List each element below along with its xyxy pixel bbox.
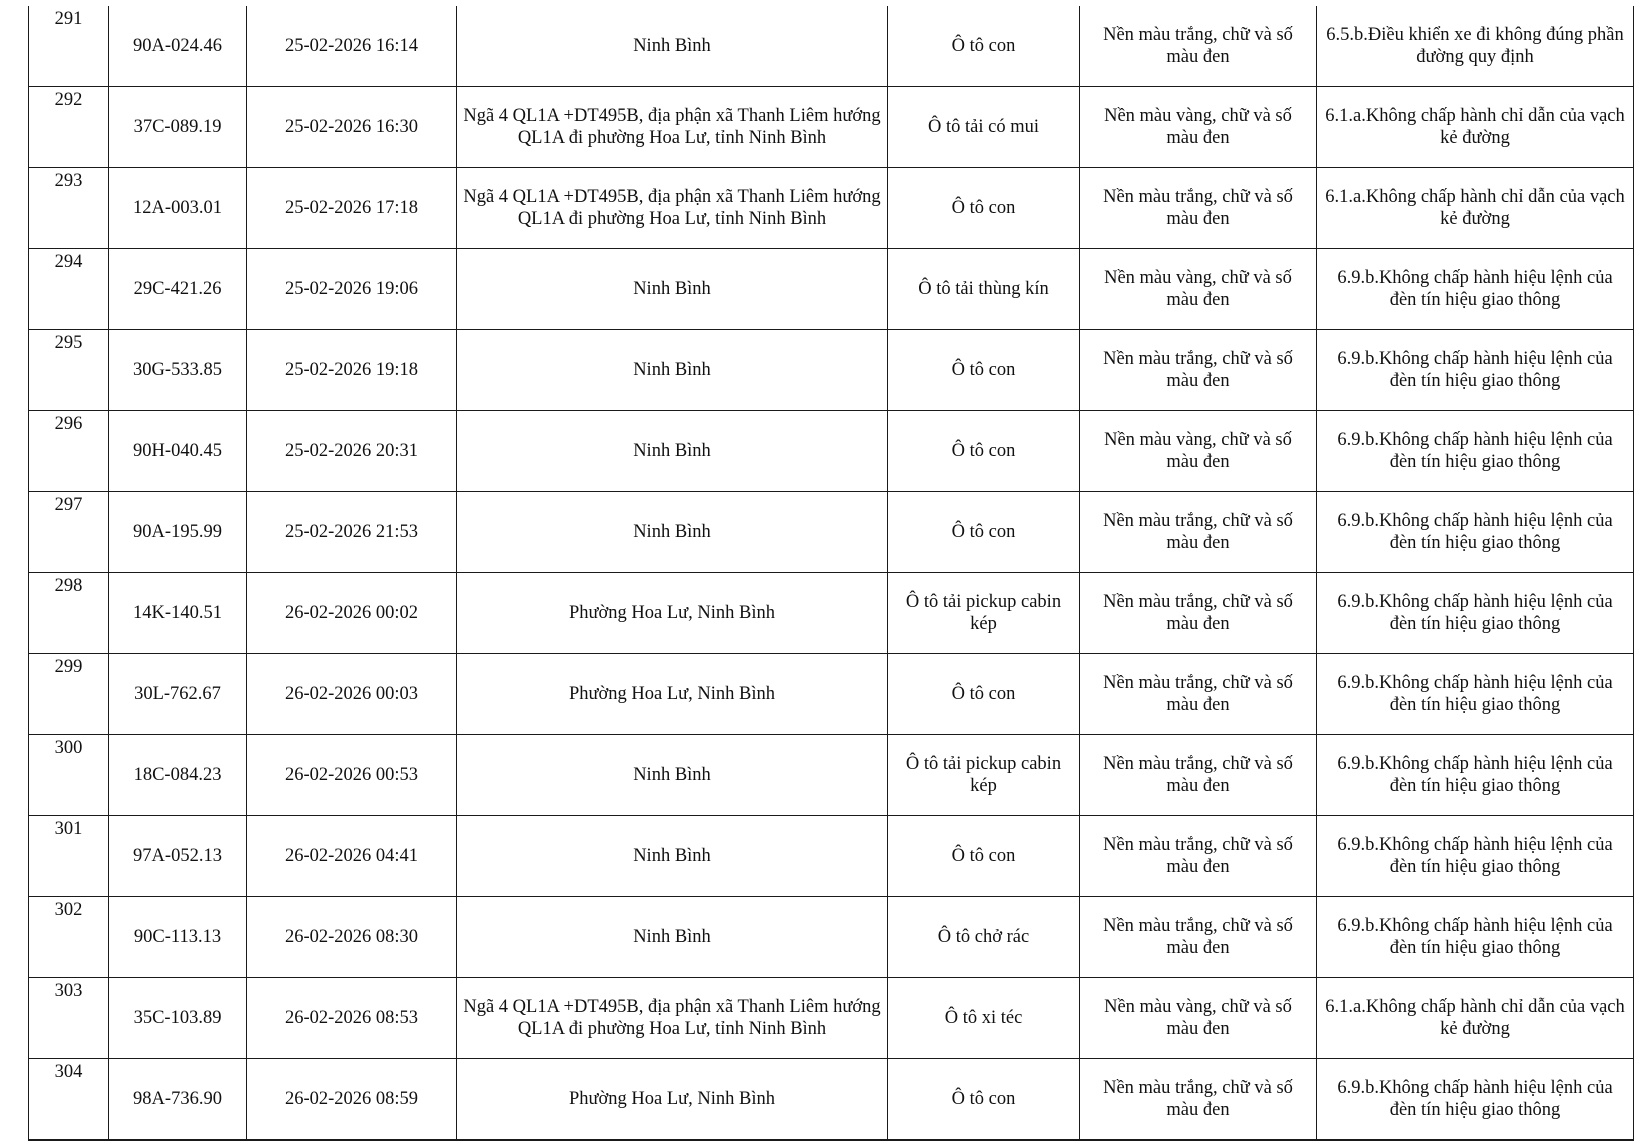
table-row — [29, 573, 1634, 654]
violations-table-body — [29, 6, 1634, 1140]
vehicle-type-cell: Ô tô tải có mui — [888, 87, 1080, 168]
license-plate-cell: 90A-024.46 — [109, 6, 247, 87]
table-row — [29, 816, 1634, 897]
location-cell: Ninh Bình — [457, 330, 888, 411]
row-number-cell: 302 — [29, 897, 109, 978]
violation-cell: 6.9.b.Không chấp hành hiệu lệnh của đèn tín hiệu giao thông — [1317, 411, 1634, 492]
vehicle-type-cell: Ô tô con — [888, 411, 1080, 492]
plate-color-cell: Nền màu trắng, chữ và số màu đen — [1080, 816, 1317, 897]
vehicle-type-cell: Ô tô con — [888, 492, 1080, 573]
license-plate-cell: 35C-103.89 — [109, 978, 247, 1059]
license-plate-cell: 37C-089.19 — [109, 87, 247, 168]
violations-table — [28, 6, 1634, 1141]
vehicle-type-cell: Ô tô chở rác — [888, 897, 1080, 978]
row-number-cell: 298 — [29, 573, 109, 654]
row-number-cell: 293 — [29, 168, 109, 249]
violation-time-cell: 25-02-2026 20:31 — [247, 411, 457, 492]
plate-color-cell: Nền màu trắng, chữ và số màu đen — [1080, 897, 1317, 978]
table-row — [29, 330, 1634, 411]
row-number-cell: 300 — [29, 735, 109, 816]
vehicle-type-cell: Ô tô con — [888, 6, 1080, 87]
table-row — [29, 249, 1634, 330]
table-row — [29, 6, 1634, 87]
violation-time-cell: 25-02-2026 17:18 — [247, 168, 457, 249]
row-number-cell: 292 — [29, 87, 109, 168]
violation-time-cell: 26-02-2026 00:03 — [247, 654, 457, 735]
plate-color-cell: Nền màu trắng, chữ và số màu đen — [1080, 6, 1317, 87]
violation-time-cell: 26-02-2026 08:30 — [247, 897, 457, 978]
license-plate-cell: 90H-040.45 — [109, 411, 247, 492]
row-number-cell: 296 — [29, 411, 109, 492]
violation-time-cell: 26-02-2026 08:53 — [247, 978, 457, 1059]
violation-cell: 6.9.b.Không chấp hành hiệu lệnh của đèn tín hiệu giao thông — [1317, 1059, 1634, 1141]
location-cell: Ninh Bình — [457, 816, 888, 897]
location-cell: Phường Hoa Lư, Ninh Bình — [457, 654, 888, 735]
plate-color-cell: Nền màu vàng, chữ và số màu đen — [1080, 249, 1317, 330]
license-plate-cell: 90A-195.99 — [109, 492, 247, 573]
table-row — [29, 492, 1634, 573]
violation-cell: 6.9.b.Không chấp hành hiệu lệnh của đèn tín hiệu giao thông — [1317, 330, 1634, 411]
plate-color-cell: Nền màu trắng, chữ và số màu đen — [1080, 654, 1317, 735]
row-number-cell: 295 — [29, 330, 109, 411]
plate-color-cell: Nền màu trắng, chữ và số màu đen — [1080, 573, 1317, 654]
location-cell: Ngã 4 QL1A +DT495B, địa phận xã Thanh Liêm hướng QL1A đi phường Hoa Lư, tỉnh Ninh Bình — [457, 87, 888, 168]
plate-color-cell: Nền màu vàng, chữ và số màu đen — [1080, 87, 1317, 168]
location-cell: Phường Hoa Lư, Ninh Bình — [457, 573, 888, 654]
plate-color-cell: Nền màu vàng, chữ và số màu đen — [1080, 411, 1317, 492]
license-plate-cell: 18C-084.23 — [109, 735, 247, 816]
violation-time-cell: 26-02-2026 08:59 — [247, 1059, 457, 1141]
violation-time-cell: 25-02-2026 16:14 — [247, 6, 457, 87]
violation-cell: 6.9.b.Không chấp hành hiệu lệnh của đèn tín hiệu giao thông — [1317, 654, 1634, 735]
vehicle-type-cell: Ô tô tải thùng kín — [888, 249, 1080, 330]
vehicle-type-cell: Ô tô xi téc — [888, 978, 1080, 1059]
vehicle-type-cell: Ô tô tải pickup cabin kép — [888, 735, 1080, 816]
plate-color-cell: Nền màu trắng, chữ và số màu đen — [1080, 735, 1317, 816]
plate-color-cell: Nền màu vàng, chữ và số màu đen — [1080, 978, 1317, 1059]
violation-time-cell: 26-02-2026 00:53 — [247, 735, 457, 816]
plate-color-cell: Nền màu trắng, chữ và số màu đen — [1080, 492, 1317, 573]
location-cell: Ninh Bình — [457, 249, 888, 330]
violation-cell: 6.1.a.Không chấp hành chỉ dẫn của vạch kẻ đường — [1317, 168, 1634, 249]
table-row — [29, 1059, 1634, 1141]
table-row — [29, 735, 1634, 816]
vehicle-type-cell: Ô tô con — [888, 816, 1080, 897]
vehicle-type-cell: Ô tô con — [888, 654, 1080, 735]
violation-cell: 6.9.b.Không chấp hành hiệu lệnh của đèn tín hiệu giao thông — [1317, 573, 1634, 654]
location-cell: Ngã 4 QL1A +DT495B, địa phận xã Thanh Liêm hướng QL1A đi phường Hoa Lư, tỉnh Ninh Bình — [457, 168, 888, 249]
license-plate-cell: 12A-003.01 — [109, 168, 247, 249]
license-plate-cell: 97A-052.13 — [109, 816, 247, 897]
location-cell: Ngã 4 QL1A +DT495B, địa phận xã Thanh Liêm hướng QL1A đi phường Hoa Lư, tỉnh Ninh Bình — [457, 978, 888, 1059]
violation-cell: 6.5.b.Điều khiển xe đi không đúng phần đường quy định — [1317, 6, 1634, 87]
violation-cell: 6.1.a.Không chấp hành chỉ dẫn của vạch kẻ đường — [1317, 978, 1634, 1059]
table-row — [29, 411, 1634, 492]
location-cell: Ninh Bình — [457, 735, 888, 816]
table-row — [29, 897, 1634, 978]
row-number-cell: 304 — [29, 1059, 109, 1141]
violation-time-cell: 25-02-2026 19:18 — [247, 330, 457, 411]
table-row — [29, 978, 1634, 1059]
violation-cell: 6.9.b.Không chấp hành hiệu lệnh của đèn tín hiệu giao thông — [1317, 735, 1634, 816]
table-row — [29, 87, 1634, 168]
row-number-cell: 294 — [29, 249, 109, 330]
plate-color-cell: Nền màu trắng, chữ và số màu đen — [1080, 168, 1317, 249]
row-number-cell: 297 — [29, 492, 109, 573]
plate-color-cell: Nền màu trắng, chữ và số màu đen — [1080, 330, 1317, 411]
license-plate-cell: 29C-421.26 — [109, 249, 247, 330]
vehicle-type-cell: Ô tô tải pickup cabin kép — [888, 573, 1080, 654]
violation-time-cell: 25-02-2026 16:30 — [247, 87, 457, 168]
violation-cell: 6.9.b.Không chấp hành hiệu lệnh của đèn tín hiệu giao thông — [1317, 816, 1634, 897]
row-number-cell: 301 — [29, 816, 109, 897]
license-plate-cell: 90C-113.13 — [109, 897, 247, 978]
location-cell: Ninh Bình — [457, 6, 888, 87]
vehicle-type-cell: Ô tô con — [888, 168, 1080, 249]
violation-time-cell: 26-02-2026 04:41 — [247, 816, 457, 897]
violation-time-cell: 25-02-2026 21:53 — [247, 492, 457, 573]
license-plate-cell: 30G-533.85 — [109, 330, 247, 411]
location-cell: Ninh Bình — [457, 897, 888, 978]
license-plate-cell: 98A-736.90 — [109, 1059, 247, 1141]
vehicle-type-cell: Ô tô con — [888, 330, 1080, 411]
license-plate-cell: 30L-762.67 — [109, 654, 247, 735]
violations-document — [28, 6, 1633, 1141]
violation-time-cell: 25-02-2026 19:06 — [247, 249, 457, 330]
row-number-cell: 299 — [29, 654, 109, 735]
plate-color-cell: Nền màu trắng, chữ và số màu đen — [1080, 1059, 1317, 1141]
row-number-cell: 303 — [29, 978, 109, 1059]
table-row — [29, 168, 1634, 249]
table-row — [29, 654, 1634, 735]
vehicle-type-cell: Ô tô con — [888, 1059, 1080, 1141]
violation-cell: 6.1.a.Không chấp hành chỉ dẫn của vạch kẻ đường — [1317, 87, 1634, 168]
location-cell: Ninh Bình — [457, 411, 888, 492]
violation-time-cell: 26-02-2026 00:02 — [247, 573, 457, 654]
location-cell: Phường Hoa Lư, Ninh Bình — [457, 1059, 888, 1141]
violation-cell: 6.9.b.Không chấp hành hiệu lệnh của đèn tín hiệu giao thông — [1317, 249, 1634, 330]
location-cell: Ninh Bình — [457, 492, 888, 573]
violation-cell: 6.9.b.Không chấp hành hiệu lệnh của đèn tín hiệu giao thông — [1317, 492, 1634, 573]
row-number-cell: 291 — [29, 6, 109, 87]
violation-cell: 6.9.b.Không chấp hành hiệu lệnh của đèn tín hiệu giao thông — [1317, 897, 1634, 978]
license-plate-cell: 14K-140.51 — [109, 573, 247, 654]
